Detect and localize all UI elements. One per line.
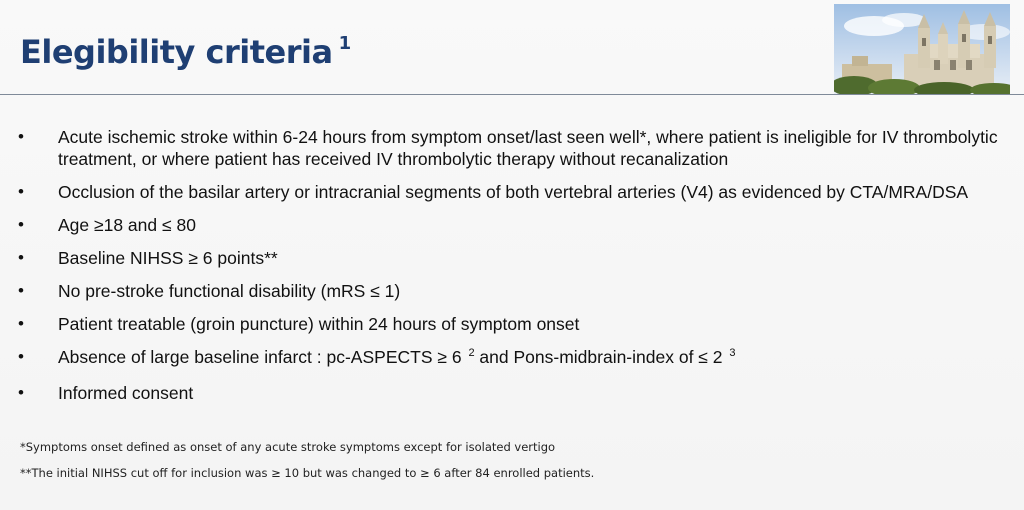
bullet-icon: •: [18, 215, 24, 234]
criteria-item: [0, 214, 1000, 236]
basilica-photo-icon: [834, 4, 1010, 94]
reference-superscript: 2: [468, 347, 475, 359]
criteria-item: [0, 247, 1000, 269]
basilica-photo-illustration: [834, 4, 1010, 94]
criteria-item: [0, 346, 1000, 371]
bullet-icon: •: [18, 347, 24, 366]
criteria-item: [0, 382, 1000, 404]
criteria-text: Patient treatable (groin puncture) within 24 hours of symptom onset: [58, 314, 580, 334]
title-divider: [0, 94, 1024, 95]
criteria-item: [0, 126, 1000, 170]
criteria-text: No pre-stroke functional disability (mRS ≤ 1): [58, 281, 401, 301]
criteria-text: Informed consent: [58, 383, 194, 403]
footnote-symptom-onset: *Symptoms onset defined as onset of any acute stroke symptoms except for isolated vertigo: [20, 440, 556, 454]
reference-superscript: 3: [729, 347, 736, 359]
bullet-icon: •: [18, 182, 24, 201]
criteria-item: [0, 313, 1000, 335]
criteria-text: Occlusion of the basilar artery or intracranial segments of both vertebral arteries (V4) as evidenced by CTA/MRA/DSA: [58, 182, 969, 202]
criteria-text: Absence of large baseline infarct : pc-ASPECTS ≥ 6: [58, 347, 462, 367]
slide-title-text: Elegibility criteria: [20, 33, 333, 71]
criteria-item: [0, 181, 1000, 203]
bullet-icon: •: [18, 281, 24, 300]
bullet-icon: •: [18, 383, 24, 402]
bullet-icon: •: [18, 314, 24, 333]
footnote-nihss-cutoff: **The initial NIHSS cut off for inclusion was ≥ 10 but was changed to ≥ 6 after 84 enrolled patients.: [20, 466, 595, 480]
criteria-text: Acute ischemic stroke within 6-24 hours from symptom onset/last seen well*, where patient is ineligible for IV thrombolytic treatment, or where patient has received IV thrombolytic therapy without recanalization: [58, 127, 998, 169]
criteria-text: Baseline NIHSS ≥ 6 points**: [58, 248, 278, 268]
criteria-text: Age ≥18 and ≤ 80: [58, 215, 196, 235]
criteria-item: [0, 280, 1000, 302]
criteria-text: and Pons-midbrain-index of ≤ 2: [474, 347, 723, 367]
criteria-list: [0, 126, 1000, 415]
slide-title: [20, 33, 351, 71]
bullet-icon: •: [18, 248, 24, 267]
title-reference-superscript: 1: [338, 33, 351, 54]
bullet-icon: •: [18, 127, 24, 146]
